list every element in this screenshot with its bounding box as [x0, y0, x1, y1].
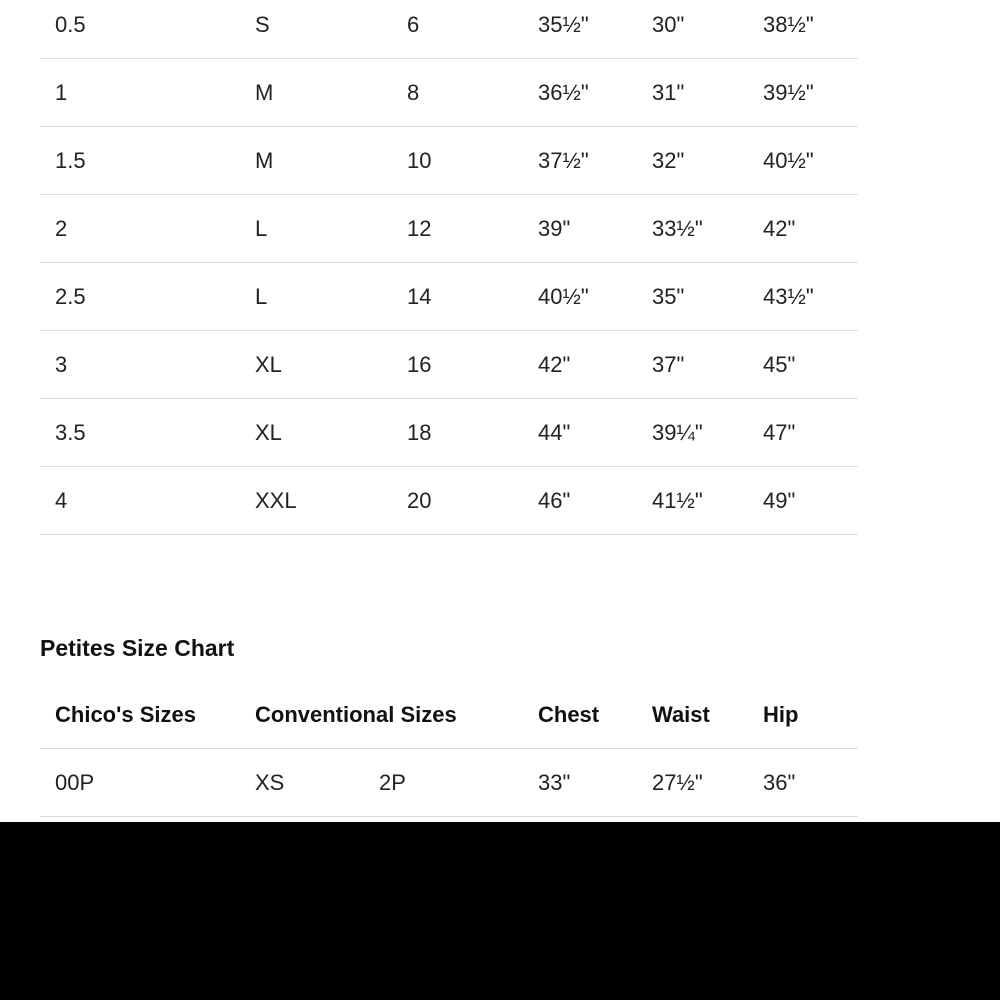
chicos-size-cell: 1.5 [55, 148, 86, 173]
hip-cell: 36" [763, 770, 796, 795]
conventional-letter-cell: M [255, 148, 274, 173]
conventional-number-cell: 6 [407, 12, 420, 37]
conventional-letter-cell: XL [255, 420, 282, 445]
chest-cell: 40½" [538, 284, 589, 309]
conventional-number-cell: 20 [407, 488, 432, 513]
waist-cell: 30" [652, 12, 685, 37]
conventional-letter-cell: XL [255, 352, 282, 377]
conventional-number-cell: 8 [407, 80, 420, 105]
conventional-letter-cell: XXL [255, 488, 297, 513]
waist-cell: 32" [652, 148, 685, 173]
hip-cell: 42" [763, 216, 796, 241]
waist-cell: 37" [652, 352, 685, 377]
table-row [40, 263, 858, 331]
waist-cell: 33½" [652, 216, 703, 241]
hip-cell: 45" [763, 352, 796, 377]
hip-cell: 43½" [763, 284, 814, 309]
hip-cell: 47" [763, 420, 796, 445]
header-chest: Chest [538, 702, 600, 727]
conventional-letter-cell: XS [255, 770, 285, 795]
header-waist: Waist [652, 702, 710, 727]
waist-cell: 39¼" [652, 420, 703, 445]
header-chicos-sizes: Chico's Sizes [55, 702, 196, 727]
chest-cell: 46" [538, 488, 571, 513]
header-conventional-sizes: Conventional Sizes [255, 702, 457, 727]
waist-cell: 31" [652, 80, 685, 105]
table-row [40, 467, 858, 535]
conventional-letter-cell: L [255, 284, 268, 309]
waist-cell: 41½" [652, 488, 703, 513]
conventional-number-cell: 2P [379, 770, 406, 795]
hip-cell: 40½" [763, 148, 814, 173]
waist-cell: 35" [652, 284, 685, 309]
hip-cell: 49" [763, 488, 796, 513]
conventional-number-cell: 16 [407, 352, 432, 377]
misses-size-table [40, 0, 858, 535]
table-row [40, 749, 858, 817]
black-overlay-bar [0, 822, 1000, 1000]
chest-cell: 33" [538, 770, 571, 795]
conventional-letter-cell: L [255, 216, 268, 241]
table-header-row [40, 681, 858, 749]
conventional-number-cell: 12 [407, 216, 432, 241]
petites-size-chart-title: Petites Size Chart [40, 635, 235, 661]
chest-cell: 39" [538, 216, 571, 241]
hip-cell: 38½" [763, 12, 814, 37]
chest-cell: 42" [538, 352, 571, 377]
conventional-number-cell: 10 [407, 148, 432, 173]
waist-cell: 27½" [652, 770, 703, 795]
table-row [40, 195, 858, 263]
chicos-size-cell: 3 [55, 352, 68, 377]
chicos-size-cell: 0.5 [55, 12, 86, 37]
petites-size-table [40, 681, 858, 817]
chicos-size-cell: 00P [55, 770, 95, 795]
table-row [40, 399, 858, 467]
chicos-size-cell: 3.5 [55, 420, 86, 445]
chicos-size-cell: 1 [55, 80, 68, 105]
table-row [40, 0, 858, 59]
conventional-letter-cell: S [255, 12, 270, 37]
header-hip: Hip [763, 702, 799, 727]
conventional-number-cell: 14 [407, 284, 432, 309]
conventional-number-cell: 18 [407, 420, 432, 445]
chest-cell: 37½" [538, 148, 589, 173]
chicos-size-cell: 2.5 [55, 284, 86, 309]
table-row [40, 127, 858, 195]
table-row [40, 331, 858, 399]
chicos-size-cell: 4 [55, 488, 68, 513]
table-row [40, 59, 858, 127]
chicos-size-cell: 2 [55, 216, 68, 241]
hip-cell: 39½" [763, 80, 814, 105]
conventional-letter-cell: M [255, 80, 274, 105]
chest-cell: 35½" [538, 12, 589, 37]
chest-cell: 36½" [538, 80, 589, 105]
chest-cell: 44" [538, 420, 571, 445]
